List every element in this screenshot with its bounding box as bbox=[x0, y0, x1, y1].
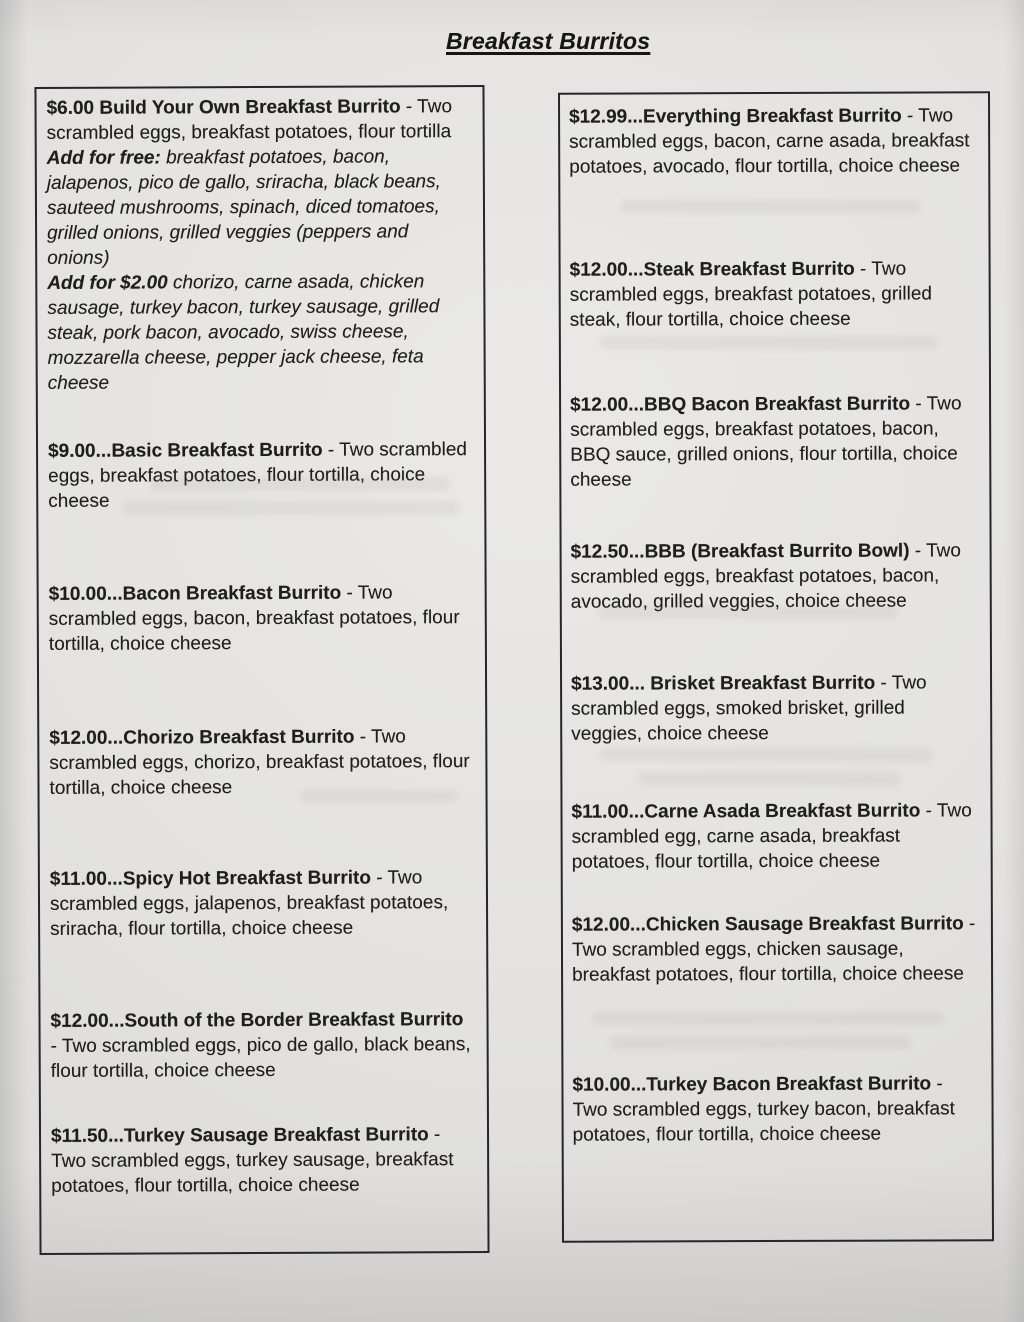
menu-item-bbq-bacon bbox=[570, 391, 978, 492]
item-description: - Two scrambled eggs, turkey sausage, breakfast potatoes, flour tortilla, choice cheese bbox=[51, 1124, 454, 1197]
item-name: $10.00...Bacon Breakfast Burrito bbox=[48, 582, 342, 605]
item-description: - Two scrambled eggs, turkey bacon, breakfast potatoes, flour tortilla, choice cheese bbox=[572, 1073, 955, 1146]
item-description: - Two scrambled egg, carne asada, breakfast potatoes, flour tortilla, choice cheese bbox=[571, 800, 972, 873]
item-name: $12.00...Chorizo Breakfast Burrito bbox=[49, 726, 355, 749]
item-text bbox=[572, 1071, 980, 1147]
menu-column-right bbox=[558, 91, 994, 1243]
item-description: - Two scrambled eggs, breakfast potatoes, flour tortilla bbox=[46, 96, 453, 144]
item-name: $12.00...BBQ Bacon Breakfast Burrito bbox=[570, 393, 911, 416]
item-description: - Two scrambled eggs, jalapenos, breakfast potatoes, sriracha, flour tortilla, choice cheese bbox=[49, 867, 449, 940]
item-name: $12.00...Steak Breakfast Burrito bbox=[569, 258, 855, 281]
addon-paid-items: chorizo, carne asada, chicken sausage, turkey bacon, turkey sausage, grilled steak, pork bacon, avocado, swiss cheese, mozzarella cheese, pepper jack cheese, feta cheese bbox=[47, 271, 440, 394]
item-name: $12.50...BBB (Breakfast Burrito Bowl) bbox=[570, 540, 910, 563]
item-text bbox=[571, 670, 979, 746]
item-description: - Two scrambled eggs, chorizo, breakfast potatoes, flour tortilla, choice cheese bbox=[49, 726, 470, 799]
menu-column-left bbox=[34, 85, 489, 1255]
item-description: - Two scrambled eggs, breakfast potatoes, grilled steak, flour tortilla, choice cheese bbox=[569, 258, 933, 331]
item-addons-paid bbox=[47, 269, 472, 396]
bleed-through-text bbox=[122, 501, 460, 515]
item-text bbox=[571, 538, 979, 614]
menu-item-turkey-sausage bbox=[51, 1122, 475, 1199]
bleed-through-text bbox=[300, 790, 458, 802]
bleed-through-text bbox=[598, 606, 898, 619]
item-name: $6.00 Build Your Own Breakfast Burrito bbox=[46, 96, 401, 119]
item-name: $12.00...Chicken Sausage Breakfast Burrito bbox=[571, 913, 964, 936]
item-text bbox=[570, 256, 978, 332]
bleed-through-text bbox=[600, 748, 932, 761]
menu-item-everything bbox=[569, 103, 977, 179]
addon-paid-label: Add for $2.00 bbox=[47, 272, 168, 294]
bleed-through-text bbox=[638, 772, 900, 785]
menu-item-breakfast-burrito-bowl bbox=[571, 538, 979, 614]
item-text bbox=[570, 391, 978, 492]
item-name: $11.00...Carne Asada Breakfast Burrito bbox=[571, 800, 921, 823]
item-text bbox=[569, 103, 977, 179]
menu-item-chicken-sausage bbox=[572, 911, 980, 987]
addon-free-items: breakfast potatoes, bacon, jalapenos, pico de gallo, sriracha, black beans, sauteed mushrooms, spinach, diced tomatoes, grilled onions, grilled veggies (peppers and onions) bbox=[46, 146, 441, 269]
item-description: - Two scrambled eggs, chicken sausage, breakfast potatoes, flour tortilla, choice cheese bbox=[571, 913, 976, 986]
item-text bbox=[571, 798, 979, 874]
item-name: $13.00... Brisket Breakfast Burrito bbox=[571, 672, 876, 695]
item-addons-free bbox=[47, 144, 472, 271]
addon-free-label: Add for free: bbox=[46, 147, 161, 169]
item-text bbox=[50, 865, 474, 942]
item-description: - Two scrambled eggs, bacon, carne asada, breakfast potatoes, avocado, flour tortilla, choice cheese bbox=[569, 105, 970, 178]
item-description: - Two scrambled eggs, breakfast potatoes, bacon, avocado, grilled veggies, choice cheese bbox=[570, 540, 961, 613]
bleed-through-text bbox=[592, 1012, 944, 1025]
menu-item-south-of-the-border bbox=[50, 1007, 474, 1084]
menu-item-spicy-hot bbox=[50, 865, 474, 942]
item-name: $12.00...South of the Border Breakfast Burrito bbox=[50, 1009, 464, 1032]
menu-item-brisket bbox=[571, 670, 979, 746]
item-name: $12.99...Everything Breakfast Burrito bbox=[569, 105, 902, 128]
bleed-through-text bbox=[620, 200, 920, 213]
menu-item-bacon bbox=[49, 580, 473, 657]
item-name: $10.00...Turkey Bacon Breakfast Burrito bbox=[572, 1073, 932, 1096]
item-name: $11.50...Turkey Sausage Breakfast Burrito bbox=[50, 1124, 429, 1147]
item-name: $11.00...Spicy Hot Breakfast Burrito bbox=[49, 867, 371, 890]
page-title: Breakfast Burritos bbox=[446, 28, 651, 54]
menu-item-build-your-own bbox=[46, 94, 471, 396]
item-name: $9.00...Basic Breakfast Burrito bbox=[47, 439, 323, 462]
item-text bbox=[51, 1122, 475, 1199]
bleed-through-text bbox=[610, 1036, 910, 1049]
item-description: - Two scrambled eggs, breakfast potatoes, flour tortilla, choice cheese bbox=[48, 439, 467, 512]
item-description: - Two scrambled eggs, pico de gallo, black beans, flour tortilla, choice cheese bbox=[50, 1034, 471, 1082]
bleed-through-text bbox=[150, 477, 450, 491]
item-description: - Two scrambled eggs, smoked brisket, grilled veggies, choice cheese bbox=[571, 672, 927, 745]
menu-item-steak bbox=[570, 256, 978, 332]
item-text bbox=[572, 911, 980, 987]
item-text bbox=[46, 94, 470, 146]
item-description: - Two scrambled eggs, breakfast potatoes, bacon, BBQ sauce, grilled onions, flour tortilla, choice cheese bbox=[570, 393, 962, 491]
menu-item-turkey-bacon bbox=[572, 1071, 980, 1147]
menu-item-carne-asada bbox=[571, 798, 979, 874]
item-text bbox=[50, 1007, 474, 1084]
item-text bbox=[49, 580, 473, 657]
bleed-through-text bbox=[600, 336, 938, 349]
item-description: - Two scrambled eggs, bacon, breakfast potatoes, flour tortilla, choice cheese bbox=[48, 582, 460, 655]
